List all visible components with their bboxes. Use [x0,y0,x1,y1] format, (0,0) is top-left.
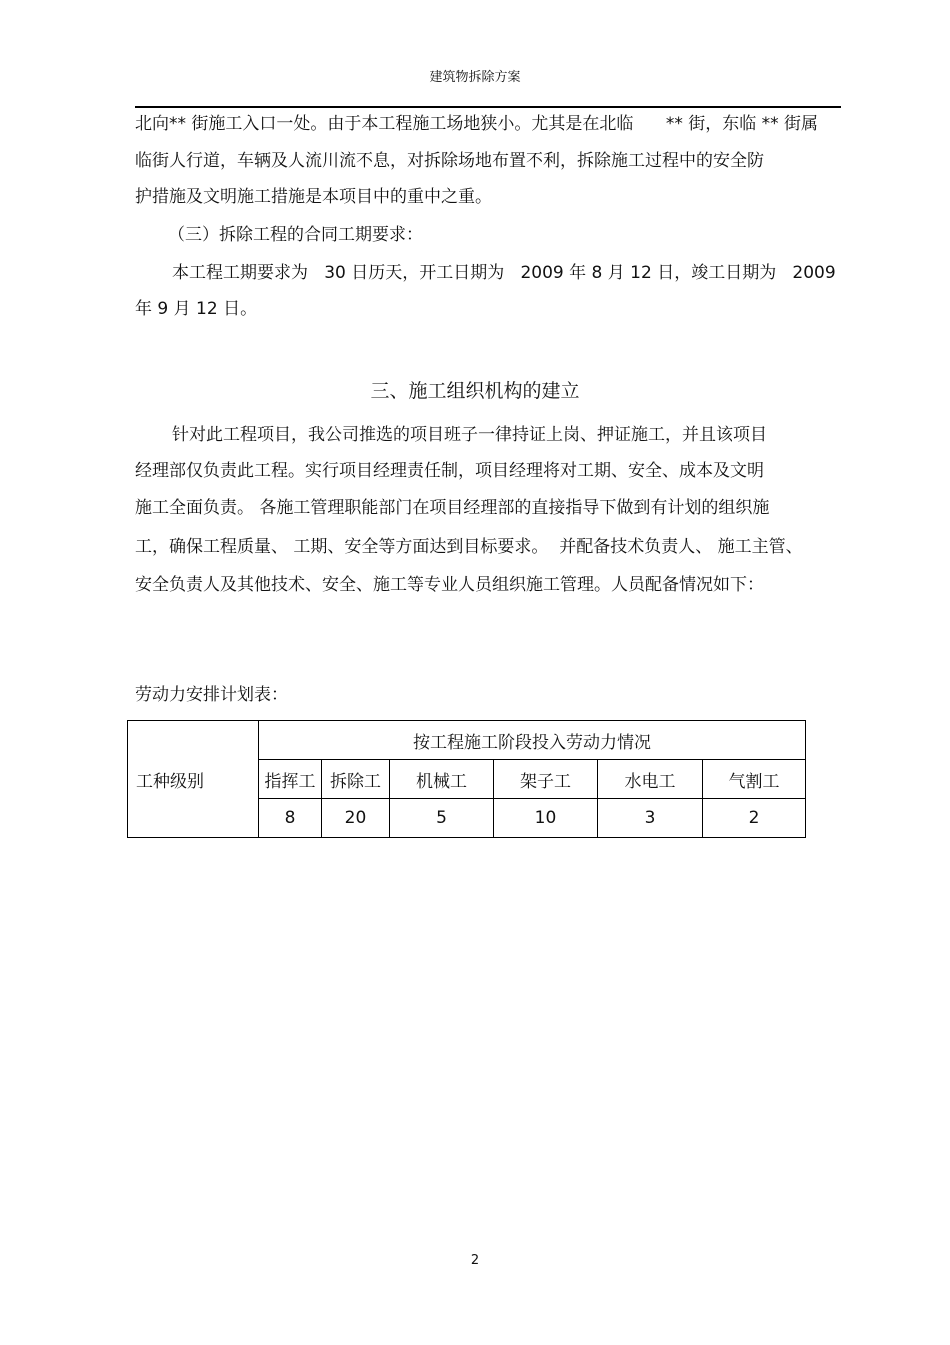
column-header-cell: 架子工 [494,760,598,799]
paragraph-line: 施工全面负责。 各施工管理职能部门在项目经理部的直接指导下做到有计划的组织施 [135,498,770,518]
value-cell: 10 [494,799,598,838]
paragraph-line: 年 9 月 12 日。 [135,299,258,319]
header-rule [135,106,841,108]
labor-plan-table [127,720,806,838]
column-header-cell: 机械工 [390,760,494,799]
section-title: 三、施工组织机构的建立 [370,380,580,402]
value-cell: 2 [703,799,806,838]
value-cell: 20 [322,799,390,838]
paragraph-line: 护措施及文明施工措施是本项目中的重中之重。 [135,187,492,207]
column-header-cell: 拆除工 [322,760,390,799]
paragraph-line: 经理部仅负责此工程。实行项目经理责任制，项目经理将对工期、安全、成本及文明 [135,461,764,481]
column-header-cell: 指挥工 [259,760,322,799]
page-number: 2 [470,1253,480,1268]
value-cell: 8 [259,799,322,838]
value-cell: 3 [598,799,703,838]
column-header-cell: 气割工 [703,760,806,799]
table-caption: 劳动力安排计划表： [135,685,288,705]
paragraph-line: 本工程工期要求为 30 日历天，开工日期为 2009 年 8 月 12 日，竣工日期为 2009 [172,263,836,283]
paragraph-line: 工，确保工程质量、 工期、安全等方面达到目标要求。 并配备技术负责人、 施工主管、 [135,537,803,557]
paragraph-line: 临街人行道，车辆及人流川流不息，对拆除场地布置不利，拆除施工过程中的安全防 [135,151,764,171]
paragraph-line: 安全负责人及其他技术、安全、施工等专业人员组织施工管理。人员配备情况如下： [135,575,764,595]
paragraph-line: 北向** 街施工入口一处。由于本工程施工场地狭小。尤其是在北临 ** 街，东临 ** 街属 [135,114,819,134]
group-header-cell: 按工程施工阶段投入劳动力情况 [259,721,806,760]
column-header-cell: 水电工 [598,760,703,799]
subsection-heading: （三）拆除工程的合同工期要求： [168,225,423,245]
paragraph-line: 针对此工程项目，我公司推选的项目班子一律持证上岗、押证施工，并且该项目 [172,425,767,445]
value-cell: 5 [390,799,494,838]
page-header: 建筑物拆除方案 [429,70,521,85]
row-header-cell: 工种级别 [128,721,259,838]
